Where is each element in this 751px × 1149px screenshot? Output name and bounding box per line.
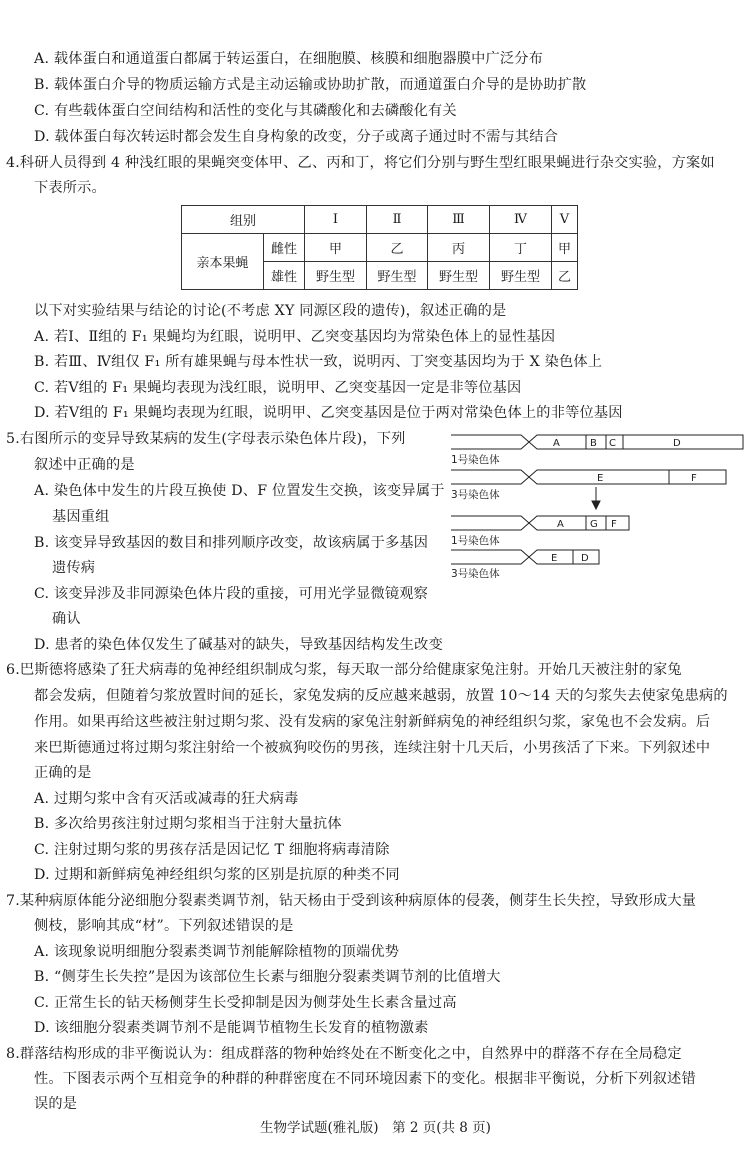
group-label-cell: 组别 [182,206,305,234]
q7-option-b: B. “侧芽生长失控”是因为该部位生长素与细胞分裂素类调节剂的比值增大 [34,969,501,985]
female-cell-1: 甲 [305,234,367,262]
q8-stem-line-3: 误的是 [34,1096,78,1112]
q8-stem-line-1: 8.群落结构形成的非平衡说认为：组成群落的物种始终处在不断变化之中，自然界中的群落不存在全局稳定 [6,1046,682,1062]
chr3-label-top: 3号染色体 [451,489,500,501]
q6-stem-line-4: 来巴斯德通过将过期匀浆注射给一个被疯狗咬伤的男孩，连续注射十几天后，小男孩活了下来。下列叙述中 [34,740,711,756]
q6-stem-line-1: 6.巴斯德将感染了狂犬病毒的兔神经组织制成匀浆，每天取一部分给健康家兔注射。开始几天被注射的家兔 [6,662,682,678]
female-label-cell: 雌性 [264,234,305,262]
group-5: Ⅴ [552,206,578,234]
chromosome-3-before [451,470,726,501]
segment-g-label: G [590,519,598,530]
female-cell-2: 乙 [367,234,428,262]
q4-question: 以下对实验结果与结论的讨论(不考虑 XY 同源区段的遗传)，叙述正确的是 [34,303,507,319]
male-cell-2: 野生型 [367,262,428,290]
chr1-label-bottom: 1号染色体 [451,535,500,547]
table-row-groups [182,206,578,234]
segment-a-label-after: A [557,519,564,530]
segment-c-label: C [609,438,616,449]
q5-option-a: A. 染色体中发生的片段互换使 D、F 位置发生交换，该变异属于 [34,483,445,499]
q6-option-d: D. 过期和新鲜病兔神经组织匀浆的区别是抗原的种类不同 [34,867,400,883]
q5-option-a-cont: 基因重组 [52,509,110,525]
male-cell-4: 野生型 [490,262,552,290]
chromosome-3-after [451,550,599,578]
q5-stem-line-2: 叙述中正确的是 [34,457,135,473]
q4-stem-line-2: 下表所示。 [34,180,106,196]
table-row-female [182,234,578,262]
chromosome-translocation-diagram [451,433,747,578]
male-cell-5: 乙 [552,262,578,290]
q6-option-b: B. 多次给男孩注射过期匀浆相当于注射大量抗体 [34,816,342,832]
segment-e-label: E [597,473,604,484]
q7-option-d: D. 该细胞分裂素类调节剂不是能调节植物生长发育的植物激素 [34,1020,429,1036]
q5-stem-line-1: 5.右图所示的变异导致某病的发生(字母表示染色体片段)，下列 [6,431,406,447]
q8-stem-line-2: 性。下图表示两个互相竞争的种群的种群密度在不同环境因素下的变化。根据非平衡说，分析下列叙述错 [34,1071,696,1087]
female-cell-4: 丁 [490,234,552,262]
group-3: Ⅲ [428,206,490,234]
segment-b-label: B [590,438,597,449]
q6-option-a: A. 过期匀浆中含有灭活或减毒的狂犬病毒 [34,791,299,807]
q3-option-d: D. 载体蛋白每次转运时都会发生自身构象的改变，分子或离子通过时不需与其结合 [34,129,559,145]
q3-option-b: B. 载体蛋白介导的物质运输方式是主动运输或协助扩散，而通道蛋白介导的是协助扩散 [34,77,587,93]
segment-f-label-after: F [611,519,617,530]
q7-stem-line-1: 7.某种病原体能分泌细胞分裂素类调节剂，钻天杨由于受到该种病原体的侵袭，侧芽生长失控，导致形成大量 [6,893,697,909]
q4-option-d: D. 若Ⅴ组的 F₁ 果蝇均表现为红眼，说明甲、乙突变基因是位于两对常染色体上的非等位基因 [34,405,623,421]
chr1-label-top: 1号染色体 [451,454,500,466]
segment-d-label-after: D [581,553,589,564]
down-arrow-icon [592,487,600,509]
q7-stem-line-2: 侧枝，影响其成“材”。下列叙述错误的是 [34,918,294,934]
q4-stem-line-1: 4.科研人员得到 4 种浅红眼的果蝇突变体甲、乙、丙和丁，将它们分别与野生型红眼果蝇进行杂交实验，方案如 [6,155,715,171]
q3-option-c: C. 有些载体蛋白空间结构和活性的变化与其磷酸化和去磷酸化有关 [34,103,457,119]
chromosome-1-before [451,435,743,466]
male-cell-3: 野生型 [428,262,490,290]
group-4: Ⅳ [490,206,552,234]
segment-e-label-after: E [551,553,558,564]
q5-option-c: C. 该变异涉及非同源染色体片段的重接，可用光学显微镜观察 [34,586,429,602]
q3-option-a: A. 载体蛋白和通道蛋白都属于转运蛋白，在细胞膜、核膜和细胞器膜中广泛分布 [34,51,544,67]
q4-option-a: A. 若Ⅰ、Ⅱ组的 F₁ 果蝇均为红眼，说明甲、乙突变基因均为常染色体上的显性基因 [34,329,556,345]
q5-option-b: B. 该变异导致基因的数目和排列顺序改变，故该病属于多基因 [34,535,429,551]
parent-label-cell: 亲本果蝇 [182,234,264,290]
chromosome-1-after [451,516,629,547]
page-footer: 生物学试题(雅礼版) 第 2 页(共 8 页) [260,1120,491,1136]
segment-f-label: F [691,473,697,484]
q6-stem-line-3: 作用。如果再给这些被注射过期匀浆、没有发病的家兔注射新鲜病兔的神经组织匀浆，家兔也不会发病。后 [34,714,711,730]
q6-stem-line-5: 正确的是 [34,765,92,781]
male-label-cell: 雄性 [264,262,305,290]
q5-option-d: D. 患者的染色体仅发生了碱基对的缺失，导致基因结构发生改变 [34,637,443,653]
q4-option-c: C. 若Ⅴ组的 F₁ 果蝇均表现为浅红眼，说明甲、乙突变基因一定是非等位基因 [34,380,522,396]
female-cell-3: 丙 [428,234,490,262]
q6-option-c: C. 注射过期匀浆的男孩存活是因记忆 T 细胞将病毒清除 [34,842,390,858]
group-1: Ⅰ [305,206,367,234]
q5-option-b-cont: 遗传病 [52,560,96,576]
segment-a-label: A [553,438,560,449]
q4-option-b: B. 若Ⅲ、Ⅳ组仅 F₁ 所有雄果蝇与母本性状一致，说明丙、丁突变基因均为于 X 染色体上 [34,354,603,370]
chr3-label-bottom: 3号染色体 [451,568,500,578]
group-2: Ⅱ [367,206,428,234]
q7-option-a: A. 该现象说明细胞分裂素类调节剂能解除植物的顶端优势 [34,944,400,960]
q7-option-c: C. 正常生长的钻天杨侧芽生长受抑制是因为侧芽处生长素含量过高 [34,995,457,1011]
segment-d-label: D [673,438,681,449]
male-cell-1: 野生型 [305,262,367,290]
q5-option-c-cont: 确认 [52,611,81,627]
cross-table [181,205,578,290]
female-cell-5: 甲 [552,234,578,262]
q6-stem-line-2: 都会发病，但随着匀浆放置时间的延长，家兔发病的反应越来越弱，放置 10～14 天的匀浆失去使家兔患病的 [34,688,728,704]
